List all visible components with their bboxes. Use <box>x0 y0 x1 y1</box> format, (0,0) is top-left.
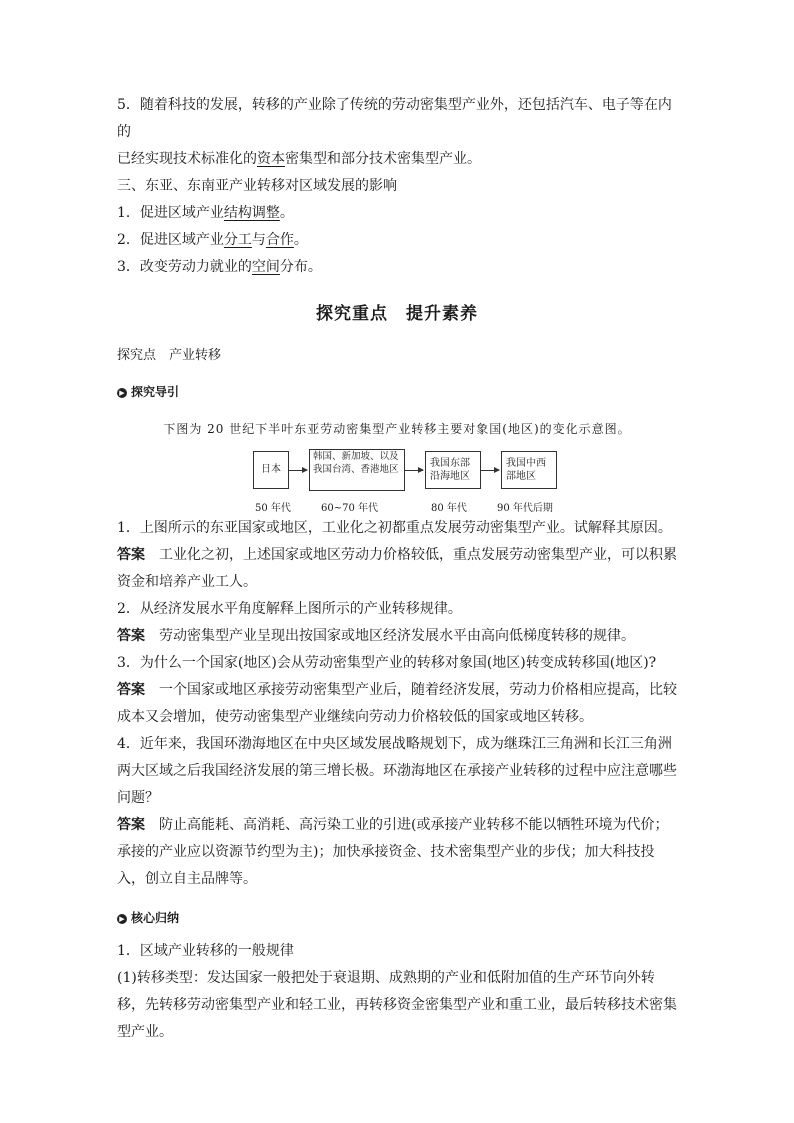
answer-label: 答案 <box>117 817 145 833</box>
diagram-box-east-china: 我国东部沿海地区 <box>425 451 481 489</box>
diagram-box-nics: 韩国、新加坡、以及我国台湾、香港地区 <box>309 449 405 491</box>
answer-2 <box>117 623 677 650</box>
answer-label: 答案 <box>117 628 145 644</box>
item5-underlined: 资本 <box>257 151 285 167</box>
diagram-arrow-1 <box>289 470 307 471</box>
answer-3 <box>117 677 677 731</box>
answer-1 <box>117 542 677 596</box>
question-3: 3．为什么一个国家(地区)会从劳动密集型产业的转移对象国(地区)转变成转移国(地区)? <box>117 655 657 671</box>
item5-text-after: 密集型和部分技术密集型产业。 <box>285 151 481 167</box>
s3-2-mid: 与 <box>251 232 266 248</box>
explore-point-heading: 探究点 产业转移 <box>117 348 222 363</box>
s3-1-underlined: 结构调整 <box>223 205 280 221</box>
answer-4-text: 防止高能耗、高消耗、高污染工业的引进(或承接产业转移不能以牺牲环境为代价；承接的产业应以资源节约型为主)；加快承接资金、技术密集型产业的步伐；加大科技投入，创立自主品牌等。 <box>117 817 669 887</box>
era-label-4: 90 年代后期 <box>497 503 553 514</box>
transfer-diagram <box>117 449 677 514</box>
s3-2-end: 。 <box>293 232 308 248</box>
diagram-box-japan: 日本 <box>253 451 289 489</box>
s3-2-underlined-1: 分工 <box>223 232 252 248</box>
item5-text: 已经实现技术标准化的 <box>117 151 257 167</box>
s3-3-underlined: 空间 <box>251 259 280 275</box>
s3-2-text: 2．促进区域产业 <box>117 232 224 248</box>
era-label-2: 60~70 年代 <box>321 503 379 514</box>
answer-label: 答案 <box>117 547 145 563</box>
guide-marker <box>117 379 677 406</box>
diagram-arrow-2 <box>405 470 423 471</box>
figure-caption: 下图为 20 世纪下半叶东亚劳动密集型产业转移主要对象国(地区)的变化示意图。 <box>163 422 631 436</box>
play-icon: ▶ <box>117 914 127 924</box>
rule-text: (1)转移类型：发达国家一般把处于衰退期、成熟期的产业和低附加值的生产环节向外转移，先转移劳动密集型产业和轻工业，再转移资金密集型产业和重工业，最后转移技术密集型产业。 <box>117 970 677 1040</box>
question-2: 2．从经济发展水平角度解释上图所示的产业转移规律。 <box>117 601 462 617</box>
item5-line1: 5．随着科技的发展，转移的产业除了传统的劳动密集型产业外，还包括汽车、电子等在内的 <box>117 97 672 140</box>
answer-4 <box>117 812 677 893</box>
section3-item-2 <box>117 227 677 254</box>
answer-3-text: 一个国家或地区承接劳动密集型产业后，随着经济发展，劳动力价格相应提高，比较成本又会增加，使劳动密集型产业继续向劳动力价格较低的国家或地区转移。 <box>117 682 677 725</box>
s3-2-underlined-2: 合作 <box>265 232 294 248</box>
document-body <box>117 92 677 1046</box>
section3-item-3 <box>117 254 677 281</box>
play-icon: ▶ <box>117 388 127 398</box>
core-marker <box>117 905 677 932</box>
guide-label: 探究导引 <box>131 385 180 399</box>
intro-item-5 <box>117 92 677 173</box>
section3-heading: 三、东亚、东南亚产业转移对区域发展的影响 <box>117 178 397 194</box>
diagram-box-central-west: 我国中西部地区 <box>501 451 557 489</box>
rule-heading: 1．区域产业转移的一般规律 <box>117 943 294 959</box>
s3-1-text: 1．促进区域产业 <box>117 205 224 221</box>
s3-3-end: 分布。 <box>279 259 322 275</box>
main-title: 探究重点 提升素养 <box>316 304 478 324</box>
era-label-1: 50 年代 <box>255 503 291 514</box>
diagram-arrow-3 <box>481 470 499 471</box>
section3-item-1 <box>117 200 677 227</box>
s3-3-text: 3．改变劳动力就业的 <box>117 259 252 275</box>
question-1: 1．上图所示的东亚国家或地区，工业化之初都重点发展劳动密集型产业。试解释其原因。 <box>117 520 672 536</box>
answer-2-text: 劳动密集型产业呈现出按国家或地区经济发展水平由高向低梯度转移的规律。 <box>159 628 635 644</box>
question-4: 4．近年来，我国环渤海地区在中央区域发展战略规划下，成为继珠江三角洲和长江三角洲两大区域之后我国经济发展的第三增长极。环渤海地区在承接产业转移的过程中应注意哪些问题？ <box>117 736 677 806</box>
answer-label: 答案 <box>117 682 145 698</box>
s3-1-end: 。 <box>279 205 294 221</box>
era-label-3: 80 年代 <box>431 503 467 514</box>
core-label: 核心归纳 <box>131 911 180 925</box>
answer-1-text: 工业化之初，上述国家或地区劳动力价格较低，重点发展劳动密集型产业，可以积累资金和培养产业工人。 <box>117 547 677 590</box>
